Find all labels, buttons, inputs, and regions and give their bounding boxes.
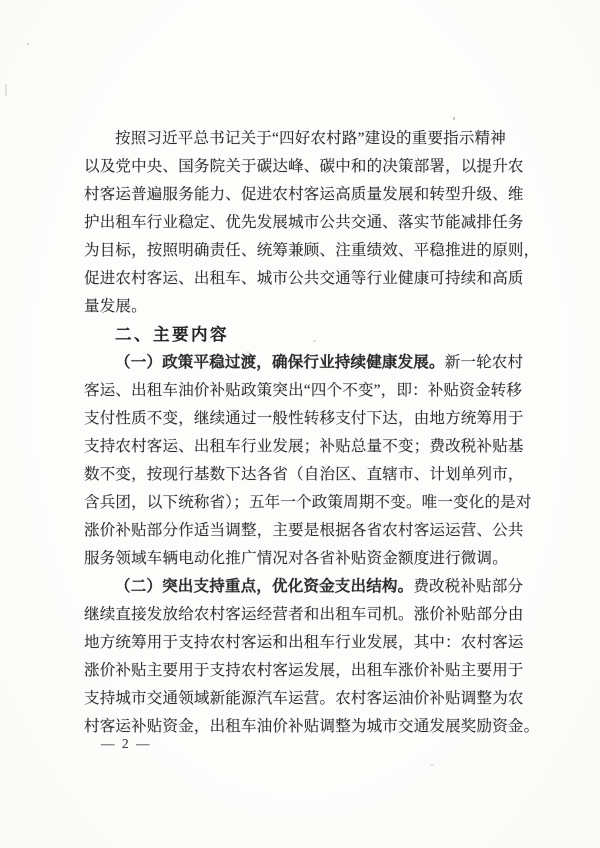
- document-line: [84, 685, 544, 713]
- document-line: [84, 125, 544, 153]
- line-segment: 地方统筹用于支持农村客运和出租车行业发展，其中：农村客运: [84, 634, 524, 651]
- emphasis-segment: （二）突出支持重点，优化资金支出结构。: [115, 578, 414, 595]
- line-segment: 村客运补贴资金，出租车油价补贴调整为城市交通发展奖励资金。: [84, 718, 540, 735]
- line-segment: 涨价补贴部分作适当调整，主要是根据各省农村客运运营、公共: [84, 522, 524, 539]
- scan-edge-mark: [5, 84, 7, 96]
- document-line: [84, 629, 544, 657]
- line-segment: 按照习近平总书记关于“四好农村路”建设的重要指示精神: [115, 130, 506, 147]
- line-segment: 护出租车行业稳定、优先发展城市公共交通、落实节能减排任务: [84, 214, 524, 231]
- line-segment: 支付性质不变，继续通过一般性转移支付下达，由地方统筹用于: [84, 410, 524, 427]
- section-heading: [84, 321, 544, 349]
- document-line: [84, 377, 544, 405]
- document-line: [84, 153, 544, 181]
- line-segment: 支持城市交通领域新能源汽车运营。农村客运油价补贴调整为农: [84, 690, 524, 707]
- text-block: [84, 125, 544, 741]
- document-line: [84, 713, 544, 741]
- document-line: [84, 433, 544, 461]
- document-line: [84, 601, 544, 629]
- document-line: [84, 237, 544, 265]
- line-segment: 量发展。: [84, 298, 147, 315]
- line-segment: 客运、出租车油价补贴政策突出“四个不变”，即：补贴资金转移: [84, 382, 523, 399]
- line-segment: 涨价补贴主要用于支持农村客运发展，出租车涨价补贴主要用于: [84, 662, 524, 679]
- document-line: [84, 573, 544, 601]
- scan-speck: [430, 764, 434, 766]
- line-segment: 支持农村客运、出租车行业发展；补贴总量不变；费改税补贴基: [84, 438, 524, 455]
- emphasis-segment: （一）政策平稳过渡，确保行业持续健康发展。: [115, 354, 445, 371]
- document-line: [84, 517, 544, 545]
- line-segment: 以及党中央、国务院关于碳达峰、碳中和的决策部署，以提升农: [84, 158, 524, 175]
- page-number: — 2 —: [101, 736, 152, 751]
- document-line: [84, 461, 544, 489]
- emphasis-segment: 二、主要内容: [115, 326, 229, 344]
- line-segment: 继续直接发放给农村客运经营者和出租车司机。涨价补贴部分由: [84, 606, 524, 623]
- scan-speck: [453, 117, 455, 120]
- line-segment: 村客运普遍服务能力、促进农村客运高质量发展和转型升级、维: [84, 186, 524, 203]
- document-line: [84, 657, 544, 685]
- line-segment: 数不变，按现行基数下达各省（自治区、直辖市、计划单列市，: [84, 466, 524, 483]
- line-segment: 新一轮农村: [444, 354, 524, 371]
- document-line: [84, 181, 544, 209]
- scan-speck: [27, 43, 29, 45]
- document-line: [84, 209, 544, 237]
- document-line: [84, 405, 544, 433]
- line-segment: 服务领域车辆电动化推广情况对各省补贴资金额度进行微调。: [84, 550, 508, 567]
- document-line: [84, 293, 544, 321]
- document-line: [84, 545, 544, 573]
- line-segment: 为目标，按照明确责任、统筹兼顾、注重绩效、平稳推进的原则，: [84, 242, 540, 259]
- document-line: [84, 265, 544, 293]
- line-segment: 费改税补贴部分: [413, 578, 524, 595]
- line-segment: 含兵团，以下统称省）；五年一个政策周期不变。唯一变化的是对: [84, 494, 532, 511]
- document-line: [84, 489, 544, 517]
- document-line: [84, 349, 544, 377]
- line-segment: 促进农村客运、出租车、城市公共交通等行业健康可持续和高质: [84, 270, 524, 287]
